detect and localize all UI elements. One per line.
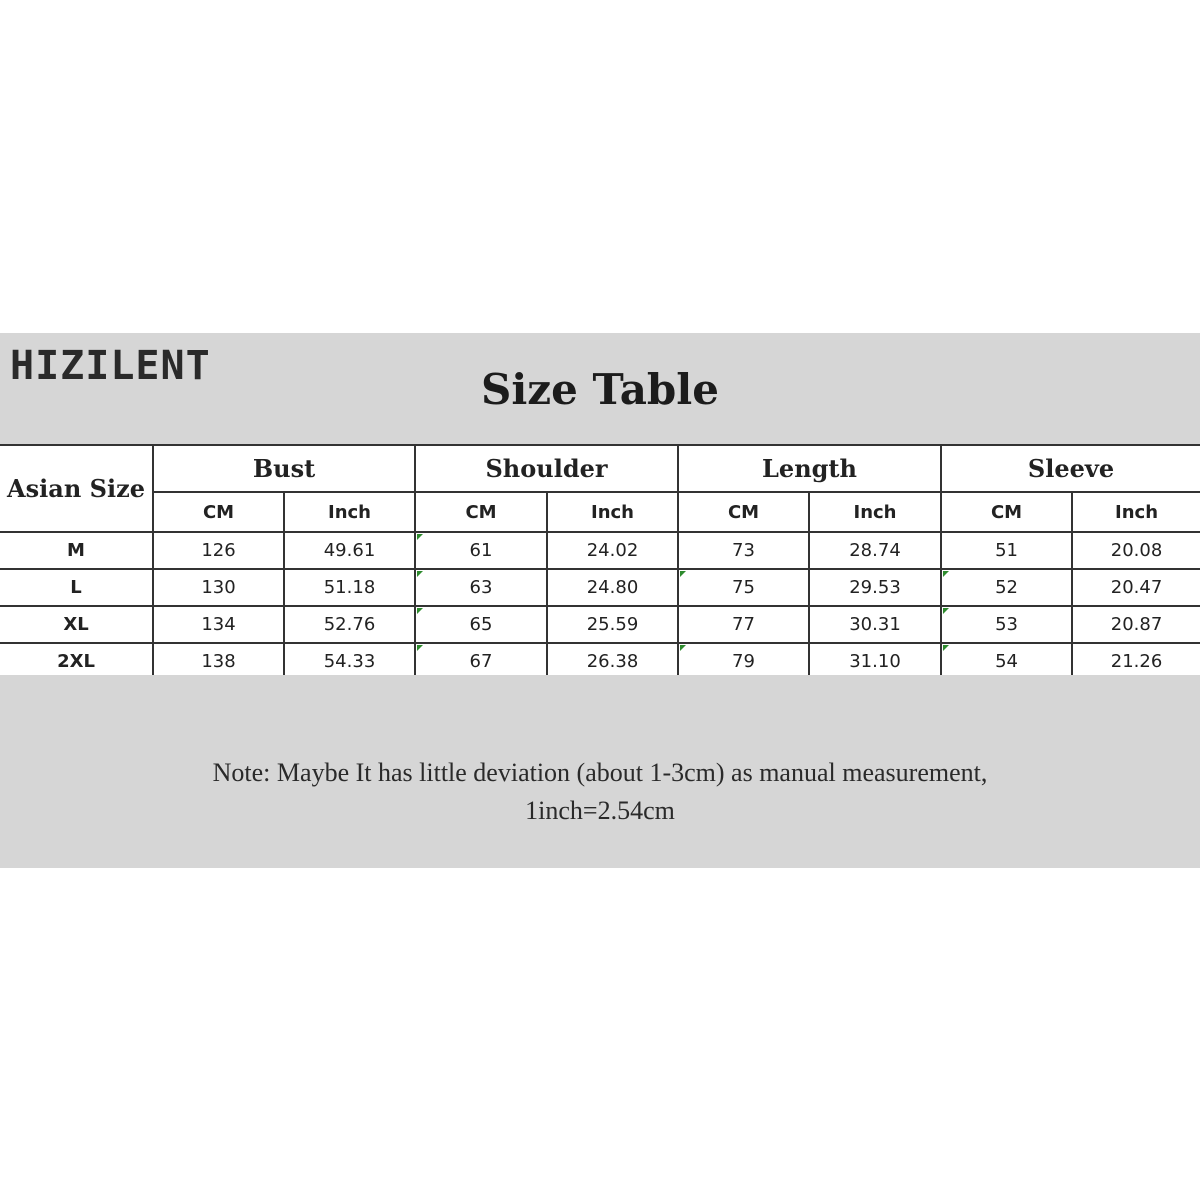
table-cell: 79 [678,643,809,680]
size-label: M [0,532,153,569]
unit-header: CM [678,492,809,532]
unit-header: Inch [809,492,941,532]
bust-header: Bust [153,445,415,492]
shoulder-header: Shoulder [415,445,678,492]
table-cell: 20.47 [1072,569,1200,606]
size-table [0,444,1200,681]
table-cell: 65 [415,606,547,643]
table-cell: 24.02 [547,532,678,569]
table-cell: 26.38 [547,643,678,680]
table-cell: 126 [153,532,284,569]
table-cell: 54 [941,643,1072,680]
table-cell: 51 [941,532,1072,569]
table-cell: 63 [415,569,547,606]
size-label: XL [0,606,153,643]
asian-size-header: Asian Size [0,445,153,532]
note-line-1: Note: Maybe It has little deviation (about 1-3cm) as manual measurement, [212,758,988,787]
table-cell: 20.87 [1072,606,1200,643]
table-cell: 30.31 [809,606,941,643]
table-cell: 52 [941,569,1072,606]
table-cell: 25.59 [547,606,678,643]
brand-logo: HIZILENT [10,343,211,389]
table-cell: 52.76 [284,606,415,643]
table-cell: 31.10 [809,643,941,680]
sleeve-header: Sleeve [941,445,1200,492]
table-cell: 24.80 [547,569,678,606]
table-cell: 20.08 [1072,532,1200,569]
size-table-container [0,444,1200,675]
table-cell: 21.26 [1072,643,1200,680]
size-label: L [0,569,153,606]
table-row [0,569,1200,606]
table-cell: 51.18 [284,569,415,606]
table-cell: 75 [678,569,809,606]
table-cell: 29.53 [809,569,941,606]
table-cell: 73 [678,532,809,569]
measurement-note [0,754,1200,830]
length-header: Length [678,445,941,492]
table-cell: 54.33 [284,643,415,680]
table-cell: 77 [678,606,809,643]
table-cell: 49.61 [284,532,415,569]
table-cell: 134 [153,606,284,643]
note-line-2: 1inch=2.54cm [525,796,675,825]
unit-header: Inch [547,492,678,532]
table-cell: 130 [153,569,284,606]
table-cell: 67 [415,643,547,680]
table-row [0,532,1200,569]
unit-header-row [0,492,1200,532]
unit-header: CM [415,492,547,532]
page-title: Size Table [481,365,719,414]
unit-header: Inch [1072,492,1200,532]
unit-header: Inch [284,492,415,532]
table-cell: 138 [153,643,284,680]
unit-header: CM [941,492,1072,532]
table-cell: 53 [941,606,1072,643]
table-row [0,606,1200,643]
table-cell: 28.74 [809,532,941,569]
unit-header: CM [153,492,284,532]
table-cell: 61 [415,532,547,569]
group-header-row [0,445,1200,492]
size-label: 2XL [0,643,153,680]
